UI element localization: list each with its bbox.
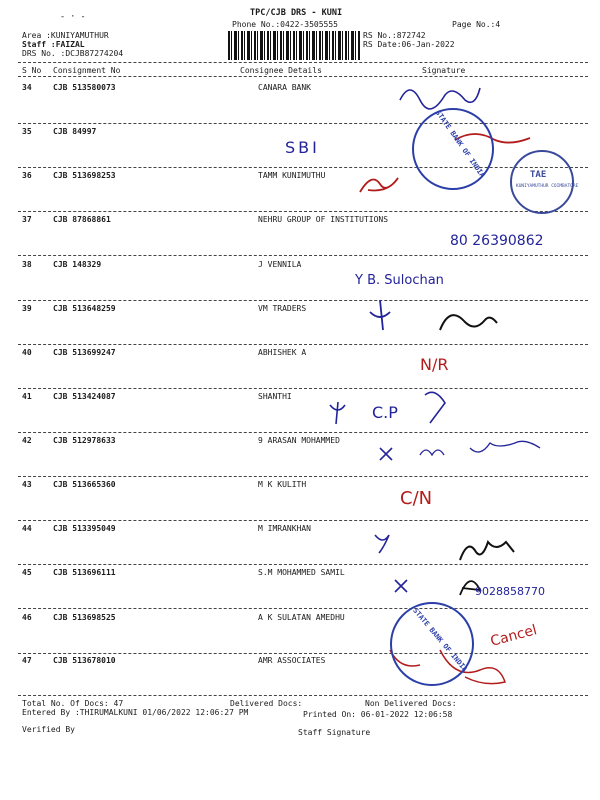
signature-mark (395, 580, 407, 592)
phone-number: Phone No.:0422-3505555 (232, 20, 338, 29)
row-sno: 44 (22, 524, 32, 533)
row-sno: 47 (22, 656, 32, 665)
row-consignee: M IMRANKHAN (258, 524, 311, 533)
signature-mark (370, 300, 390, 330)
row-sno: 37 (22, 215, 32, 224)
row-sno: 46 (22, 613, 32, 622)
non-delivered-docs: Non Delivered Docs: (365, 699, 457, 708)
verified-by: Verified By (22, 725, 75, 734)
sbi-stamp: STATE BANK OF INDIA (412, 108, 494, 190)
row-sno: 39 (22, 304, 32, 313)
row-consignment: CJB 513648259 (53, 304, 116, 313)
signature-mark (420, 441, 540, 455)
row-consignee: TAMM KUNIMUTHU (258, 171, 326, 180)
handwriting-cn: C/N (400, 488, 433, 509)
row-consignment: CJB 148329 (53, 260, 102, 269)
signature-mark (425, 392, 445, 423)
row-sno: 35 (22, 127, 32, 136)
col-consignee: Consignee Details (240, 66, 322, 75)
row-consignee: J VENNILA (258, 260, 302, 269)
page-number: Page No.:4 (452, 20, 501, 29)
row-consignee: NEHRU GROUP OF INSTITUTIONS (258, 215, 389, 224)
row-consignee: A K SULATAN AMEDHU (258, 613, 345, 622)
report-title: TPC/CJB DRS - KUNI (250, 8, 343, 18)
row-consignment: CJB 513678010 (53, 656, 116, 665)
handwriting-phone-45: 9028858770 (475, 585, 545, 598)
row-consignment: CJB 513580073 (53, 83, 116, 92)
signature-mark (360, 178, 398, 192)
printed-on: Printed On: 06-01-2022 12:06:58 (303, 710, 453, 719)
signature-mark (460, 542, 514, 560)
row-consignee: 9 ARASAN MOHAMMED (258, 436, 340, 445)
staff-signature: Staff Signature (298, 728, 371, 737)
row-consignment: CJB 513698253 (53, 171, 116, 180)
signature-mark (380, 448, 392, 460)
rs-date: RS Date:06-Jan-2022 (363, 40, 455, 49)
handwriting-cancel: Cancel (488, 622, 539, 650)
row-sno: 36 (22, 171, 32, 180)
signature-mark (375, 535, 389, 553)
handwriting-sbi: SBI (285, 138, 320, 157)
row-consignment: CJB 512978633 (53, 436, 116, 445)
col-consignment: Consignment No (53, 66, 121, 75)
tae-stamp: TAE KUNIYAMUTHUR COIMBATORE (510, 150, 574, 214)
row-consignee: AMR ASSOCIATES (258, 656, 326, 665)
staff-label: Staff :FAIZAL (22, 40, 85, 49)
row-consignee: S.M MOHAMMED SAMIL (258, 568, 345, 577)
handwriting-cp: C.P (372, 403, 398, 422)
row-sno: 43 (22, 480, 32, 489)
row-consignment: CJB 513698525 (53, 613, 116, 622)
row-consignee: CANARA BANK (258, 83, 311, 92)
row-consignment: CJB 513424087 (53, 392, 116, 401)
row-sno: 38 (22, 260, 32, 269)
rs-number: RS No.:872742 (363, 31, 426, 40)
handwriting-name: Y B. Sulochan (355, 273, 444, 288)
handwriting-phone: 80 26390862 (450, 233, 544, 249)
row-consignment: CJB 513395049 (53, 524, 116, 533)
row-consignee: SHANTHI (258, 392, 292, 401)
row-consignee: VM TRADERS (258, 304, 307, 313)
row-consignment: CJB 513696111 (53, 568, 116, 577)
total-docs: Total No. Of Docs: 47 (22, 699, 124, 708)
row-consignment: CJB 513699247 (53, 348, 116, 357)
scan-mark: - · - (60, 12, 86, 22)
row-consignment: CJB 87868861 (53, 215, 111, 224)
row-consignee: ABHISHEK A (258, 348, 307, 357)
signature-mark (330, 402, 345, 424)
row-consignment: CJB 513665360 (53, 480, 116, 489)
delivered-docs: Delivered Docs: (230, 699, 303, 708)
row-sno: 40 (22, 348, 32, 357)
row-sno: 34 (22, 83, 32, 92)
area-label: Area :KUNIYAMUTHUR (22, 31, 109, 40)
drs-number: DRS No. :DCJB87274204 (22, 49, 124, 58)
sbi-stamp-2: STATE BANK OF INDIA (390, 602, 474, 686)
divider (18, 695, 588, 696)
handwriting-nr: N/R (420, 355, 449, 374)
row-consignee: M K KULITH (258, 480, 307, 489)
row-sno: 41 (22, 392, 32, 401)
signature-mark (400, 88, 480, 109)
row-sno: 45 (22, 568, 32, 577)
entered-by: Entered By :THIRUMALKUNI 01/06/2022 12:06:27 PM (22, 708, 249, 717)
row-sno: 42 (22, 436, 32, 445)
row-consignment: CJB 84997 (53, 127, 97, 136)
signature-mark (440, 315, 497, 330)
col-signature: Signature (422, 66, 466, 75)
col-sno: S No (22, 66, 42, 75)
